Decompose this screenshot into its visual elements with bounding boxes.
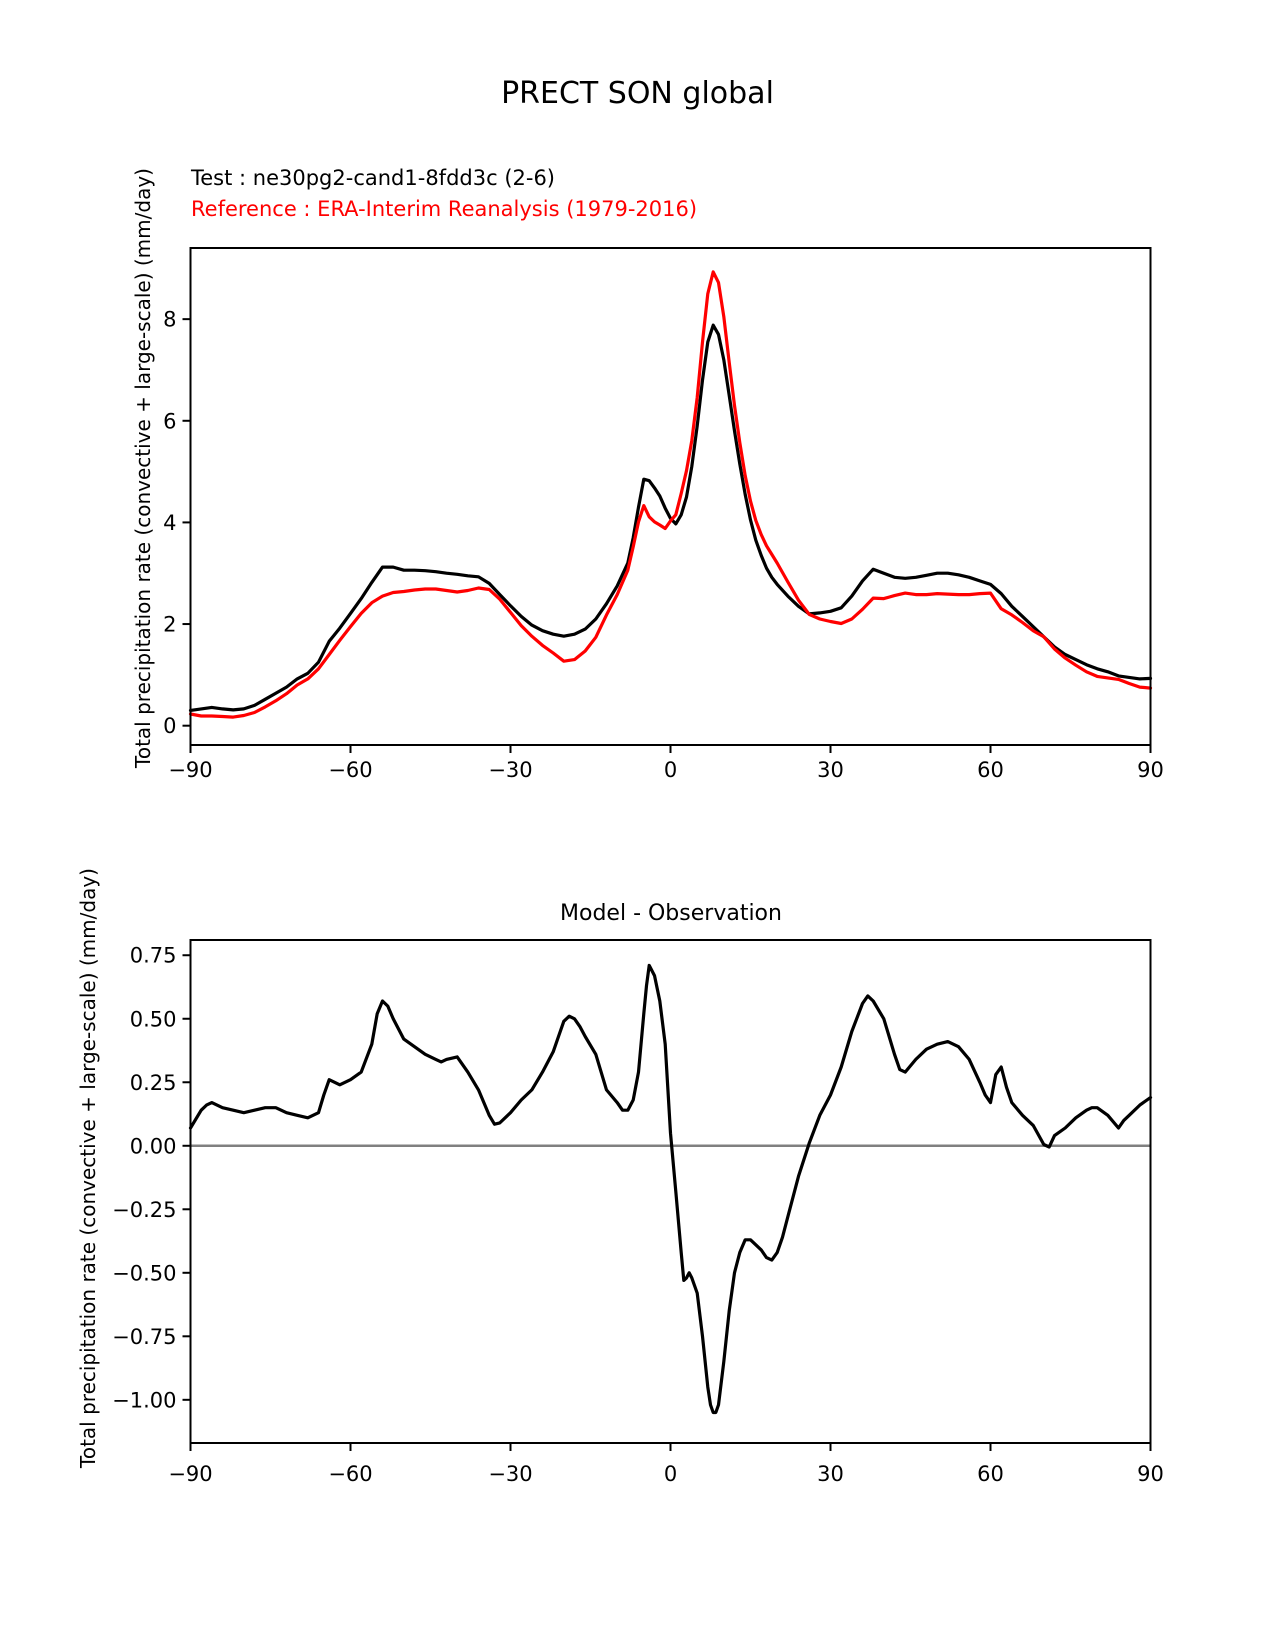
x-tick-label: −90 <box>168 758 213 782</box>
series-line-0 <box>191 325 1151 710</box>
y-tick-label: 2 <box>163 612 177 637</box>
difference-plot <box>112 940 1164 1486</box>
x-tick-label: −30 <box>488 758 533 782</box>
figure-title: PRECT SON global <box>501 76 774 111</box>
x-tick-label: 90 <box>1137 758 1164 782</box>
series-line-1 <box>191 272 1151 717</box>
x-tick-label: 0 <box>663 758 678 782</box>
x-tick-label: −90 <box>168 1462 213 1486</box>
y-tick-label: −0.50 <box>112 1261 177 1286</box>
x-tick-label: −60 <box>328 1462 373 1486</box>
y-tick-label: 0.75 <box>129 943 177 968</box>
legend-reference-label: Reference : ERA-Interim Reanalysis (1979-2016) <box>191 197 698 221</box>
x-tick-label: −60 <box>328 758 373 782</box>
x-tick-label: 60 <box>977 758 1004 782</box>
y-tick-label: 0.25 <box>129 1070 177 1095</box>
top-plot <box>163 248 1164 782</box>
x-tick-label: 30 <box>817 758 844 782</box>
y-tick-label: 0.50 <box>129 1007 177 1032</box>
x-tick-label: 60 <box>977 1462 1004 1486</box>
y-tick-label: −0.75 <box>112 1324 177 1349</box>
y-tick-label: 8 <box>163 307 177 332</box>
x-tick-label: 30 <box>817 1462 844 1486</box>
y-tick-label: −0.25 <box>112 1197 177 1222</box>
y-tick-label: 0.00 <box>129 1134 177 1159</box>
difference-plot-y-axis-label: Total precipitation rate (convective + large-scale) (mm/day) <box>76 868 100 1468</box>
axes-spines <box>191 940 1151 1443</box>
difference-plot-title: Model - Observation <box>560 901 782 926</box>
x-tick-label: 0 <box>663 1462 678 1486</box>
y-tick-label: −1.00 <box>112 1388 177 1413</box>
legend-test-label: Test : ne30pg2-cand1-8fdd3c (2-6) <box>191 166 556 190</box>
series-line-0 <box>191 965 1151 1412</box>
x-tick-label: 90 <box>1137 1462 1164 1486</box>
y-tick-label: 0 <box>163 714 177 739</box>
axes-spines <box>191 248 1151 745</box>
x-tick-label: −30 <box>488 1462 533 1486</box>
y-tick-label: 4 <box>163 510 177 535</box>
y-tick-label: 6 <box>163 409 177 434</box>
top-plot-y-axis-label: Total precipitation rate (convective + large-scale) (mm/day) <box>131 168 155 768</box>
